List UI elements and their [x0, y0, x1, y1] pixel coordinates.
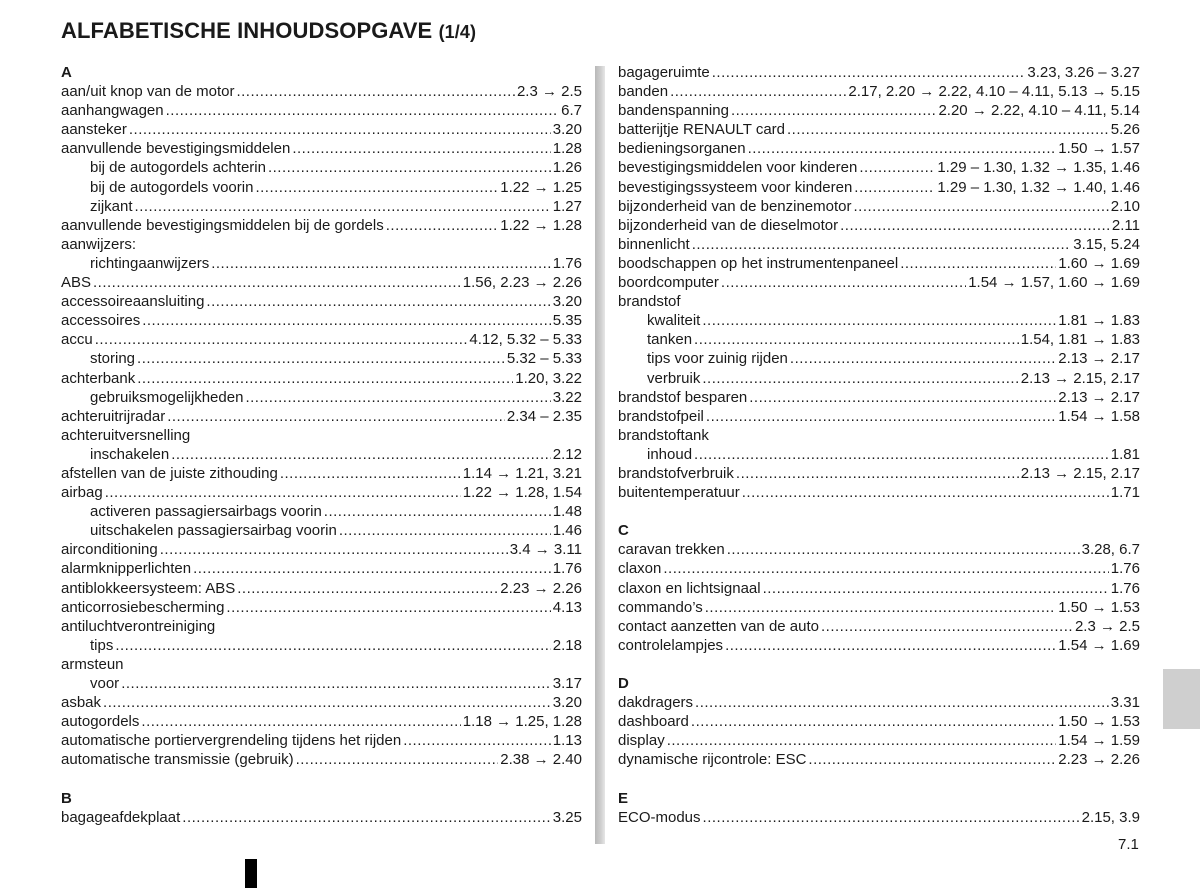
section-letter: D [618, 675, 629, 692]
index-entry[interactable] [618, 139, 1140, 158]
index-label: contact aanzetten van de auto [618, 617, 819, 635]
index-entry[interactable] [61, 330, 582, 349]
dot-leader [211, 254, 551, 273]
dot-leader [859, 158, 935, 177]
page-reference[interactable]: 3.22 [552, 388, 582, 406]
index-label: armsteun [61, 655, 124, 673]
dot-leader [821, 617, 1073, 636]
page-reference[interactable]: 1.29 – 1.30, 1.32 → 1.35, 1.46 [937, 159, 1140, 177]
index-entry[interactable] [618, 235, 1140, 254]
page-reference[interactable]: 2.3 → 2.5 [516, 83, 582, 101]
page-reference[interactable]: 2.15, 3.9 [1081, 808, 1140, 826]
index-group-label [61, 426, 582, 445]
page-reference[interactable]: 2.20 → 2.22, 4.10 – 4.11, 5.14 [938, 102, 1140, 120]
index-group-label [61, 655, 582, 674]
index-label: dynamische rijcontrole: ESC [618, 751, 807, 769]
index-label: display [618, 732, 665, 750]
section-gap [61, 769, 582, 788]
page-reference[interactable]: 1.50 → 1.53 [1058, 713, 1140, 731]
index-entry[interactable] [618, 120, 1140, 139]
page-reference[interactable]: 2.18 [552, 636, 582, 654]
index-label: zijkant [90, 197, 133, 215]
index-label: bij de autogordels achterin [90, 159, 266, 177]
index-entry[interactable] [618, 254, 1140, 273]
page-reference[interactable]: 2.38 → 2.40 [500, 751, 582, 769]
index-group-label [61, 617, 582, 636]
index-entry[interactable] [618, 636, 1140, 655]
dot-leader [694, 445, 1109, 464]
dot-leader [695, 693, 1109, 712]
index-label: boordcomputer [618, 274, 719, 292]
index-label: achterbank [61, 369, 136, 387]
index-label: banden [618, 83, 669, 101]
index-entry[interactable] [61, 712, 582, 731]
index-label: achteruitversnelling [61, 426, 191, 444]
index-label: bijzonderheid van de dieselmotor [618, 216, 839, 234]
dot-leader [702, 369, 1018, 388]
index-subentry[interactable] [618, 369, 1140, 388]
index-subentry[interactable] [61, 445, 582, 464]
page-reference[interactable]: 1.29 – 1.30, 1.32 → 1.40, 1.46 [937, 178, 1140, 196]
index-entry[interactable] [61, 139, 582, 158]
page-reference[interactable]: 2.13 → 2.17 [1058, 350, 1140, 368]
index-subentry[interactable] [61, 502, 582, 521]
index-entry[interactable] [618, 808, 1140, 827]
index-label: accu [61, 331, 93, 349]
dot-leader [667, 731, 1057, 750]
page-reference[interactable]: 4.12, 5.32 – 5.33 [469, 331, 582, 349]
index-entry[interactable] [618, 693, 1140, 712]
index-subentry[interactable] [61, 349, 582, 368]
page-reference[interactable]: 3.20 [552, 694, 582, 712]
page-reference[interactable]: 1.81 → 1.83 [1058, 312, 1140, 330]
section-gap [618, 655, 1140, 674]
page-reference[interactable]: 2.13 → 2.15, 2.17 [1020, 464, 1140, 482]
page-title [61, 18, 476, 44]
page-reference[interactable]: 3.20 [552, 293, 582, 311]
section-gap [618, 769, 1140, 788]
page-reference[interactable]: 5.32 – 5.33 [506, 350, 582, 368]
index-label: inhoud [647, 445, 693, 463]
index-subentry[interactable] [61, 521, 582, 540]
page-reference[interactable]: 1.60 → 1.69 [1058, 254, 1140, 272]
index-subentry[interactable] [61, 254, 582, 273]
page-reference[interactable]: 1.14 → 1.21, 3.21 [462, 464, 582, 482]
page-title-suffix: (1/4) [438, 22, 477, 42]
index-label: alarmknipperlichten [61, 560, 192, 578]
index-entry[interactable] [618, 407, 1140, 426]
index-label: brandstofverbruik [618, 464, 734, 482]
page-reference[interactable]: 1.48 [552, 503, 582, 521]
index-group-label [618, 426, 1140, 445]
index-entry[interactable] [618, 579, 1140, 598]
index-label: dakdragers [618, 694, 694, 712]
page-reference[interactable]: 1.50 → 1.57 [1058, 140, 1140, 158]
page-reference[interactable]: 1.54 → 1.59 [1058, 732, 1140, 750]
index-label: brandstofpeil [618, 407, 704, 425]
dot-leader [854, 197, 1109, 216]
dot-leader [103, 693, 551, 712]
dot-leader [137, 369, 513, 388]
dot-leader [663, 559, 1108, 578]
page-reference[interactable]: 3.23, 3.26 – 3.27 [1027, 64, 1140, 81]
index-label: airbag [61, 484, 103, 502]
index-label: bevestigingsmiddelen voor kinderen [618, 159, 858, 177]
dot-leader [694, 330, 1019, 349]
index-entry[interactable] [61, 693, 582, 712]
page-reference[interactable]: 1.28 [552, 140, 582, 158]
dot-leader [692, 235, 1072, 254]
index-entry[interactable] [61, 579, 582, 598]
index-entry[interactable] [618, 273, 1140, 292]
index-label: verbruik [647, 369, 701, 387]
index-label: inschakelen [90, 445, 170, 463]
page-reference[interactable]: 1.54 → 1.57, 1.60 → 1.69 [968, 274, 1140, 292]
dot-leader [237, 579, 498, 598]
index-label: claxon en lichtsignaal [618, 579, 761, 597]
section-letter: C [618, 522, 629, 540]
index-label: accessoireaansluiting [61, 293, 205, 311]
index-entry[interactable] [61, 216, 582, 235]
index-subentry[interactable] [618, 349, 1140, 368]
index-label: boodschappen op het instrumentenpaneel [618, 254, 899, 272]
print-mark [245, 859, 257, 888]
section-letter: A [61, 64, 72, 81]
index-entry[interactable] [618, 388, 1140, 407]
index-entry[interactable] [61, 273, 582, 292]
index-entry[interactable] [61, 598, 582, 617]
dot-leader [193, 559, 551, 578]
dot-leader [236, 82, 515, 101]
index-entry[interactable] [618, 216, 1140, 235]
dot-leader [854, 178, 935, 197]
dot-leader [748, 139, 1057, 158]
page-reference[interactable]: 1.18 → 1.25, 1.28 [462, 713, 582, 731]
index-label: afstellen van de juiste zithouding [61, 464, 278, 482]
index-label: bandenspanning [618, 102, 729, 120]
dot-leader [705, 598, 1057, 617]
dot-leader [135, 197, 551, 216]
index-entry[interactable] [618, 63, 1140, 82]
page-reference[interactable]: 6.7 [561, 102, 582, 120]
index-entry[interactable] [61, 407, 582, 426]
dot-leader [141, 712, 460, 731]
index-label: ECO-modus [618, 808, 701, 826]
page-reference[interactable]: 3.4 → 3.11 [509, 541, 582, 559]
chapter-tab-marker [1163, 669, 1200, 729]
index-subentry[interactable] [618, 445, 1140, 464]
index-label: storing [90, 350, 136, 368]
index-label: antiluchtverontreiniging [61, 617, 216, 635]
dot-leader [386, 216, 499, 235]
index-entry[interactable] [61, 120, 582, 139]
dot-leader [702, 311, 1056, 330]
dot-leader [268, 158, 551, 177]
index-entry[interactable] [618, 617, 1140, 636]
dot-leader [137, 349, 505, 368]
page-reference[interactable]: 2.10 [1110, 197, 1140, 215]
index-label: tips [90, 636, 114, 654]
index-entry[interactable] [61, 369, 582, 388]
page-reference[interactable]: 2.13 → 2.15, 2.17 [1020, 369, 1140, 387]
page-reference[interactable]: 2.17, 2.20 → 2.22, 4.10 – 4.11, 5.13 → 5.15 [848, 83, 1140, 101]
index-entry[interactable] [61, 731, 582, 750]
index-label: activeren passagiersairbags voorin [90, 503, 322, 521]
page-reference[interactable]: 1.76 [1110, 560, 1140, 578]
dot-leader [292, 139, 550, 158]
dot-leader [691, 712, 1056, 731]
section-letter: B [61, 789, 72, 807]
page-reference[interactable]: 1.26 [552, 159, 582, 177]
dot-leader [763, 579, 1109, 598]
page-reference[interactable]: 2.12 [552, 445, 582, 463]
index-label: buitentemperatuur [618, 484, 740, 502]
index-entry[interactable] [618, 101, 1140, 120]
dot-leader [736, 464, 1019, 483]
page-reference[interactable]: 3.17 [552, 675, 582, 692]
index-label: asbak [61, 694, 102, 712]
dot-leader [167, 407, 505, 426]
dot-leader [160, 540, 508, 559]
dot-leader [105, 483, 461, 502]
index-label: controlelampjes [618, 636, 724, 654]
index-entry[interactable] [61, 82, 582, 101]
dot-leader [206, 292, 550, 311]
index-subentry[interactable] [618, 330, 1140, 349]
index-label: caravan trekken [618, 541, 725, 559]
index-label: bevestigingssysteem voor kinderen [618, 178, 853, 196]
index-label: brandstoftank [618, 426, 709, 444]
index-entry[interactable] [618, 731, 1140, 750]
dot-leader [226, 598, 550, 617]
index-label: dashboard [618, 713, 689, 731]
index-entry[interactable] [618, 158, 1140, 177]
index-label: automatische transmissie (gebruik) [61, 751, 294, 769]
dot-leader [245, 388, 550, 407]
index-entry[interactable] [618, 559, 1140, 578]
dot-leader [93, 273, 461, 292]
dot-leader [808, 750, 1056, 769]
dot-leader [129, 120, 551, 139]
index-label: brandstof [618, 293, 681, 311]
index-label: voor [90, 675, 120, 692]
index-label: aanwijzers: [61, 235, 137, 253]
dot-leader [749, 388, 1056, 407]
dot-leader [121, 674, 551, 693]
dot-leader [731, 101, 937, 120]
page-number: 7.1 [1118, 836, 1139, 853]
index-label: uitschakelen passagiersairbag voorin [90, 522, 337, 540]
dot-leader [721, 273, 966, 292]
page-reference[interactable]: 2.13 → 2.17 [1058, 388, 1140, 406]
index-label: binnenlicht [618, 235, 690, 253]
dot-leader [182, 808, 551, 827]
column-divider [595, 66, 605, 844]
index-column-left [61, 63, 582, 827]
index-label: commando’s [618, 598, 703, 616]
dot-leader [403, 731, 551, 750]
dot-leader [742, 483, 1109, 502]
dot-leader [255, 178, 498, 197]
index-subentry[interactable] [61, 197, 582, 216]
index-group-label [618, 292, 1140, 311]
index-column-right [618, 63, 1140, 827]
index-entry[interactable] [618, 483, 1140, 502]
index-entry[interactable] [61, 464, 582, 483]
dot-leader [339, 521, 551, 540]
index-subentry[interactable] [61, 178, 582, 197]
index-label: accessoires [61, 312, 141, 330]
dot-leader [95, 330, 468, 349]
index-entry[interactable] [618, 464, 1140, 483]
page-reference[interactable]: 1.81 [1110, 445, 1140, 463]
index-label: bijzonderheid van de benzinemotor [618, 197, 852, 215]
index-label: anticorrosiebescherming [61, 598, 225, 616]
index-label: brandstof besparen [618, 388, 748, 406]
page-reference[interactable]: 2.11 [1111, 216, 1140, 234]
index-entry[interactable] [618, 712, 1140, 731]
page-reference[interactable]: 1.76 [552, 560, 582, 578]
page-reference[interactable]: 2.23 → 2.26 [1058, 751, 1140, 769]
index-label: aanhangwagen [61, 102, 164, 120]
index-label: batterijtje RENAULT card [618, 121, 786, 139]
page-reference[interactable]: 1.20, 3.22 [515, 369, 582, 387]
dot-leader [790, 349, 1056, 368]
index-label: bagageafdekplaat [61, 808, 181, 826]
index-label: airconditioning [61, 541, 158, 559]
dot-leader [296, 750, 499, 769]
page-reference[interactable]: 1.27 [552, 197, 582, 215]
index-entry[interactable] [61, 292, 582, 311]
dot-leader [900, 254, 1056, 273]
page-reference[interactable]: 3.15, 5.24 [1073, 235, 1140, 253]
page-reference[interactable]: 5.35 [552, 312, 582, 330]
page-reference[interactable]: 1.13 [552, 732, 582, 750]
index-label: gebruiksmogelijkheden [90, 388, 244, 406]
dot-leader [725, 636, 1056, 655]
index-label: aanvullende bevestigingsmiddelen bij de gordels [61, 216, 384, 234]
dot-leader [787, 120, 1109, 139]
section-gap [618, 502, 1140, 521]
dot-leader [280, 464, 461, 483]
page-reference[interactable]: 1.54, 1.81 → 1.83 [1020, 331, 1140, 349]
index-entry[interactable] [618, 82, 1140, 101]
page-reference[interactable]: 1.71 [1110, 484, 1140, 502]
page-title-text: ALFABETISCHE INHOUDSOPGAVE [61, 18, 433, 43]
dot-leader [171, 445, 551, 464]
index-label: achteruitrijradar [61, 407, 166, 425]
page-reference[interactable]: 2.23 → 2.26 [500, 579, 582, 597]
page-reference[interactable]: 3.25 [552, 808, 582, 826]
page-reference[interactable]: 1.54 → 1.58 [1058, 407, 1140, 425]
page-reference[interactable]: 4.13 [552, 598, 582, 616]
index-entry[interactable] [61, 540, 582, 559]
page-reference[interactable]: 1.22 → 1.28, 1.54 [462, 484, 582, 502]
page-reference[interactable]: 3.20 [552, 121, 582, 139]
index-entry[interactable] [61, 750, 582, 769]
index-label: antiblokkeersysteem: ABS [61, 579, 236, 597]
index-entry[interactable] [61, 559, 582, 578]
index-entry[interactable] [618, 750, 1140, 769]
page-reference[interactable]: 3.28, 6.7 [1081, 541, 1140, 559]
page-reference[interactable]: 1.54 → 1.69 [1058, 636, 1140, 654]
index-entry[interactable] [61, 483, 582, 502]
index-entry[interactable] [61, 808, 582, 827]
index-label: aanvullende bevestigingsmiddelen [61, 140, 291, 158]
index-label: bij de autogordels voorin [90, 178, 254, 196]
index-entry[interactable] [618, 598, 1140, 617]
index-label: bedieningsorganen [618, 140, 746, 158]
index-label: claxon [618, 560, 662, 578]
index-label: tips voor zuinig rijden [647, 350, 788, 368]
index-label: aan/uit knop van de motor [61, 83, 235, 101]
index-subentry[interactable] [61, 636, 582, 655]
dot-leader [706, 407, 1056, 426]
index-label: richtingaanwijzers [90, 254, 210, 272]
dot-leader [727, 540, 1080, 559]
index-entry[interactable] [618, 178, 1140, 197]
page-reference[interactable]: 2.34 – 2.35 [506, 407, 582, 425]
index-subentry[interactable] [61, 388, 582, 407]
page-reference[interactable]: 1.22 → 1.25 [500, 178, 582, 196]
index-subentry[interactable] [61, 158, 582, 177]
index-entry[interactable] [618, 540, 1140, 559]
dot-leader [712, 63, 1026, 82]
page-reference[interactable]: 1.50 → 1.53 [1058, 598, 1140, 616]
dot-leader [115, 636, 550, 655]
page-reference[interactable]: 3.31 [1110, 694, 1140, 712]
page-reference[interactable]: 1.76 [552, 254, 582, 272]
dot-leader [703, 808, 1080, 827]
dot-leader [166, 101, 560, 120]
page-reference[interactable]: 1.76 [1110, 579, 1140, 597]
index-label: bagageruimte [618, 64, 710, 81]
page-reference[interactable]: 5.26 [1110, 121, 1140, 139]
index-label: kwaliteit [647, 312, 701, 330]
index-label: ABS [61, 274, 92, 292]
section-letter: E [618, 789, 629, 807]
index-subentry[interactable] [61, 674, 582, 693]
index-label: automatische portiervergrendeling tijdens het rijden [61, 732, 402, 750]
index-entry[interactable] [61, 101, 582, 120]
index-entry[interactable] [61, 311, 582, 330]
page-reference[interactable]: 1.22 → 1.28 [500, 216, 582, 234]
dot-leader [840, 216, 1110, 235]
dot-leader [142, 311, 551, 330]
index-subentry[interactable] [618, 311, 1140, 330]
dot-leader [670, 82, 846, 101]
index-label: aansteker [61, 121, 127, 139]
page-reference[interactable]: 1.56, 2.23 → 2.26 [462, 274, 582, 292]
index-label: autogordels [61, 713, 140, 731]
index-entry[interactable] [618, 197, 1140, 216]
page-reference[interactable]: 2.3 → 2.5 [1074, 617, 1140, 635]
index-group-label [61, 235, 582, 254]
index-label: tanken [647, 331, 693, 349]
dot-leader [324, 502, 551, 521]
page-reference[interactable]: 1.46 [552, 522, 582, 540]
